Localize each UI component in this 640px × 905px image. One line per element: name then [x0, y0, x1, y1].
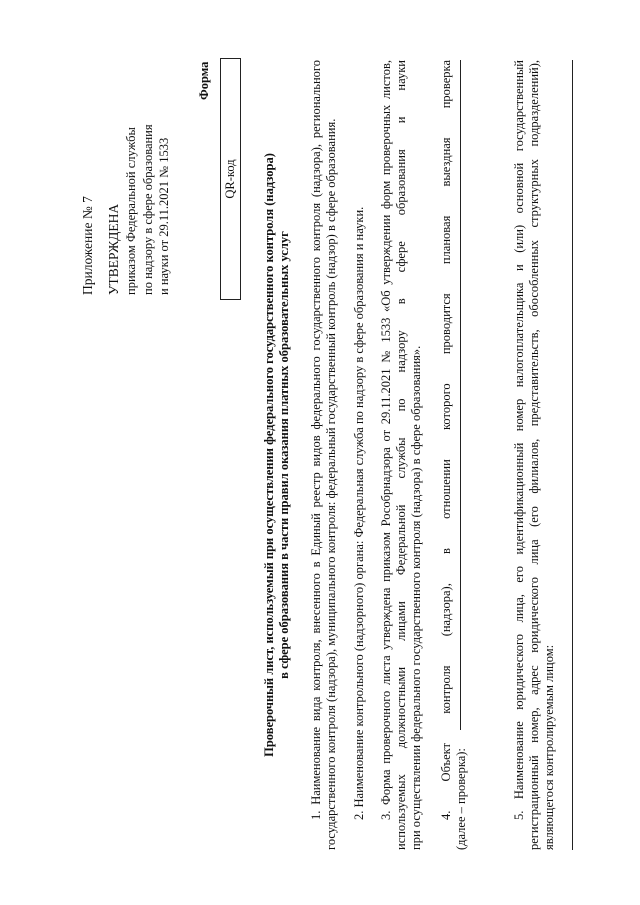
item-line: регистрационный номер, адрес юридического лица (его филиалов, представительств, обособленных структурных подразделений), [527, 60, 541, 850]
item-line: 3. Форма проверочного листа утверждена приказом Рособрнадзора от 29.11.2021 № 1533 «Об утверждении форм проверочных листов, [379, 60, 393, 820]
item-5-fill-line [572, 60, 573, 850]
form-label: Форма [197, 61, 211, 100]
document-title [262, 60, 292, 850]
item-line: государственного контроля (надзора), муниципального контроля: федеральный государственный контроль (надзор) в сфере образования. [324, 118, 338, 850]
appendix-number: Приложение № 7 [80, 196, 95, 295]
item-3 [379, 60, 424, 850]
item-line: 5. Наименование юридического лица, его идентификационный номер налогоплательщика и (или) основной государственный [512, 60, 526, 820]
item-line: являющегося контролируемым лицом: [542, 644, 556, 850]
title-line: в сфере образования в части правил оказания платных образовательных услуг [277, 231, 291, 679]
approval-line: по надзору в сфере образования [140, 124, 155, 295]
approval-line: и науки от 29.11.2021 № 1533 [157, 137, 171, 295]
item-line: 1. Наименование вида контроля, внесенного в Единый реестр видов федерального государственного контроля (надзора), регионального [309, 60, 323, 820]
approved-label: УТВЕРЖДЕНА [106, 203, 121, 295]
item-5 [512, 60, 557, 850]
qr-code-label: QR-код [223, 159, 237, 199]
item-4-fill-line [460, 60, 461, 730]
item-line: (далее – проверка): [454, 748, 468, 850]
item-1 [309, 60, 339, 850]
item-line: 4. Объект контроля (надзора), в отношении которого проводится плановая выездная проверка [439, 60, 453, 820]
approval-order [123, 124, 173, 295]
item-2: 2. Наименование контрольного (надзорного) органа: Федеральная служба по надзору в сфере образования и науки. [352, 206, 366, 820]
item-4 [439, 60, 469, 850]
qr-code-box [220, 58, 241, 300]
item-line: используемых должностными лицами Федеральной службы по надзору в сфере образования и науки [394, 60, 408, 850]
title-line: Проверочный лист, используемый при осуществлении федерального государственного контроля (надзора) [262, 153, 276, 757]
approval-line: приказом Федеральной службы [124, 127, 138, 295]
item-line: при осуществлении федерального государственного контроля (надзора) в сфере образования». [409, 345, 423, 850]
